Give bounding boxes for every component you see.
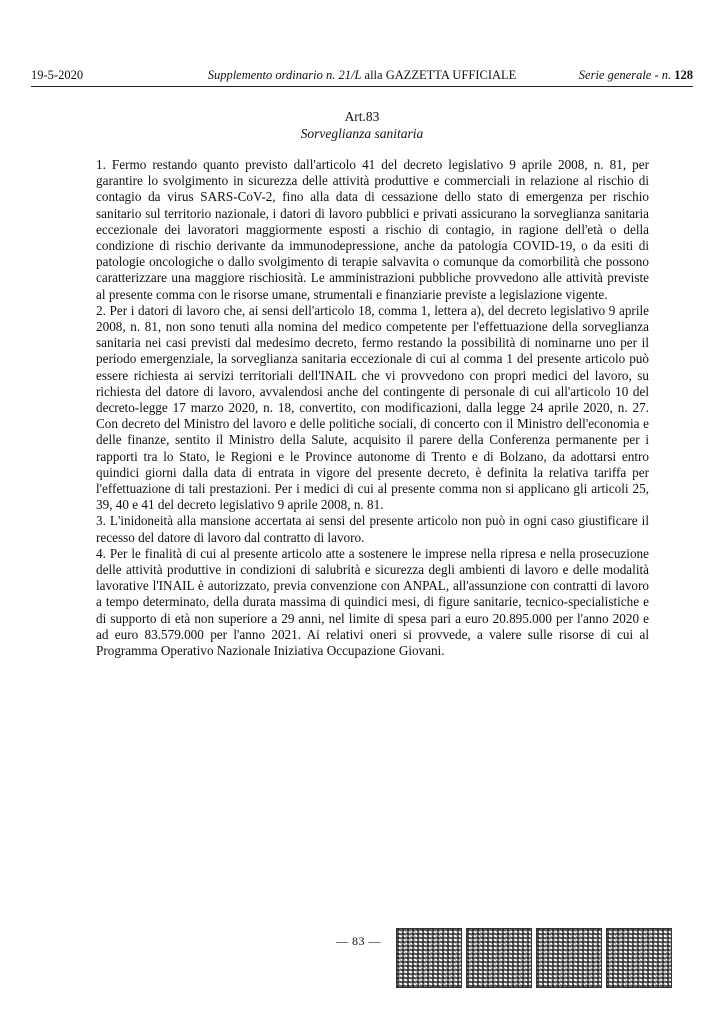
page-header: [31, 68, 693, 86]
paragraph-3: 3. L'inidoneità alla mansione accertata ai sensi del presente articolo non può in ogni caso giustificare il recesso del datore di lavoro dal contratto di lavoro.: [96, 513, 649, 545]
paragraph-4: 4. Per le finalità di cui al presente articolo atte a sostenere le imprese nella ripresa e nella prosecuzione delle attività produttive in condizioni di salubrità e sicurezza degli ambienti di lavoro e delle modalità lavorative l'INAIL è autorizzato, previa convenzione con ANPAL, all'assunzione con contratti di lavoro a tempo determinato, della durata massima di quindici mesi, di figure sanitarie, tecnico-specialistiche e di supporto di età non superiore a 29 anni, nel limite di spesa pari a euro 20.895.000 per l'anno 2020 e ad euro 83.579.000 per l'anno 2021. Ai relativi oneri si provvede, a valere sulle risorse di cui al Programma Operativo Nazionale Iniziativa Occupazione Giovani.: [96, 545, 649, 659]
page-footer: [0, 928, 724, 988]
article-body: [96, 157, 649, 659]
datamatrix-code-1: [396, 928, 462, 988]
paragraph-1: 1. Fermo restando quanto previsto dall'articolo 41 del decreto legislativo 9 aprile 2008, n. 81, per garantire lo svolgimento in sicurezza delle attività produttive e commerciali in relazione al rischio di contagio da virus SARS-CoV-2, fino alla data di cessazione dello stato di emergenza per rischio sanitario sul territorio nazionale, i datori di lavoro pubblici e privati assicurano la sorveglianza sanitaria eccezionale dei lavoratori maggiormente esposti a rischio di contagio, in ragione dell'età o della condizione di rischio derivante da immunodepressione, anche da patologia COVID-19, o da esiti di patologie oncologiche o dallo svolgimento di terapie salvavita o comunque da comorbilità che possono caratterizzare una maggiore rischiosità. Le amministrazioni pubbliche provvedono alle attività previste al presente comma con le risorse umane, strumentali e finanziarie previste a legislazione vigente.: [96, 157, 649, 302]
header-publication-italic: Supplemento ordinario n. 21/L: [207, 68, 362, 82]
article-subtitle: Sorveglianza sanitaria: [300, 126, 424, 141]
header-date: 19-5-2020: [31, 68, 84, 82]
header-series-label: Serie generale - n.: [578, 68, 675, 82]
page-number: — 83 —: [336, 934, 381, 948]
header-series-number: 128: [674, 68, 693, 82]
header-series: [579, 68, 693, 83]
header-publication-rest: alla GAZZETTA UFFICIALE: [361, 68, 517, 82]
datamatrix-code-3: [536, 928, 602, 988]
datamatrix-code-4: [606, 928, 672, 988]
article-title: Art.83: [344, 109, 380, 124]
header-rule: [31, 86, 693, 87]
paragraph-2: 2. Per i datori di lavoro che, ai sensi dell'articolo 18, comma 1, lettera a), del decreto legislativo 9 aprile 2008, n. 81, non sono tenuti alla nomina del medico competente per l'effettuazione della sorveglianza sanitaria nei casi previsti dal medesimo decreto, fermo restando la possibilità di nominarne uno per il periodo emergenziale, la sorveglianza sanitaria eccezionale di cui al comma 1 del presente articolo può essere richiesta ai servizi territoriali dell'INAIL che vi provvedono con propri medici del lavoro, su richiesta del datore di lavoro, avvalendosi anche del contingente di personale di cui all'articolo 10 del decreto-legge 17 marzo 2020, n. 18, convertito, con modificazioni, dalla legge 24 aprile 2020, n. 27. Con decreto del Ministro del lavoro e delle politiche sociali, di concerto con il Ministro dell'economia e delle finanze, sentito il Ministro della Salute, acquisito il parere della Conferenza permanente per i rapporti tra lo Stato, le Regioni e le Province autonome di Trento e di Bolzano, da adottarsi entro quindici giorni dalla data di entrata in vigore del presente decreto, è definita la relativa tariffa per l'effettuazione di tali prestazioni. Per i medici di cui al presente comma non si applicano gli articoli 25, 39, 40 e 41 del decreto legislativo 9 aprile 2008, n. 81.: [96, 302, 649, 513]
datamatrix-code-2: [466, 928, 532, 988]
